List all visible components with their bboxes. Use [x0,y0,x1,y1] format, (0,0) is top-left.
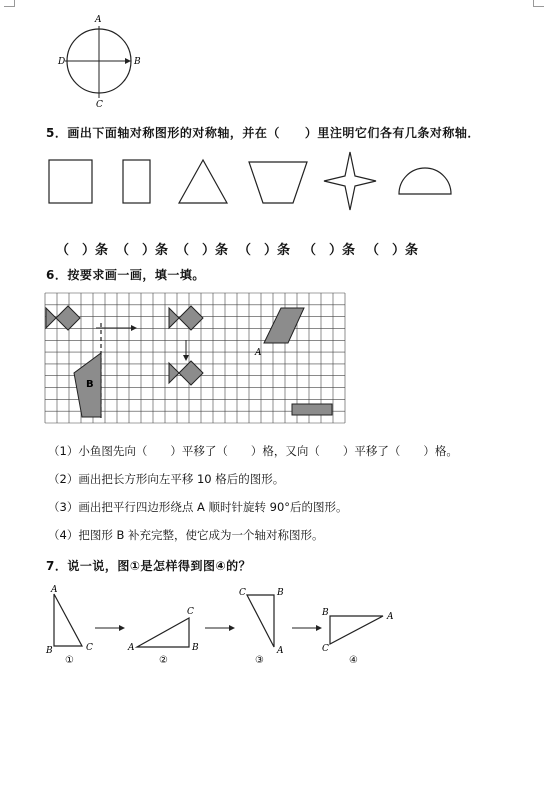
triangle-1 [54,594,82,646]
count-star: （ ）条 [303,243,356,258]
svg-text:C: C [187,607,194,617]
count-square: （ ）条 [56,243,109,258]
svg-text:C: C [322,644,329,654]
triangle-4 [330,616,383,644]
page-corner-mark-right [533,0,544,7]
page-corner-mark-left [4,0,15,7]
triangle-2 [137,618,189,647]
q7-title: 7．说一说，图①是怎样得到图④的？ [46,559,252,573]
circle-label-a: A [95,15,102,25]
svg-text:B: B [277,588,284,598]
fish-body [56,306,80,330]
q6-item-4: （4）把图形 B 补充完整，使它成为一个轴对称图形。 [48,528,324,542]
svg-text:A: A [387,612,394,622]
shape-semicircle [399,168,451,194]
circle-label-b: B [134,57,141,67]
count-triangle: （ ）条 [176,243,229,258]
q5-count-row [0,239,553,259]
shape-rectangle [123,160,150,203]
parallelogram-vertex-a: A [255,348,262,358]
fish-body-3 [179,361,203,385]
fish-body-2 [179,306,203,330]
shape-trapezoid [249,162,307,203]
triangle-3 [247,595,274,647]
count-trapezoid: （ ）条 [238,243,291,258]
svg-text:A: A [128,643,135,653]
svg-text:C: C [86,643,93,653]
circle-label-c: C [96,100,103,110]
fish-tail-3 [169,363,179,383]
svg-text:C: C [239,588,246,598]
svg-text:②: ② [159,655,168,666]
q5-shapes [40,150,470,210]
shape-b-label: B [86,379,94,390]
count-rectangle: （ ）条 [116,243,169,258]
fish-tail-2 [169,308,179,328]
grid-rectangle [292,404,332,415]
fish-tail [46,308,56,328]
svg-text:③: ③ [255,655,264,666]
svg-text:①: ① [65,655,74,666]
svg-text:A: A [51,585,58,595]
q6-item-1: （1）小鱼图先向（ ）平移了（ ）格，又向（ ）平移了（ ）格。 [48,444,458,458]
q6-item-3: （3）画出把平行四边形绕点 A 顺时针旋转 90°后的图形。 [48,500,348,514]
q6-title: 6．按要求画一画，填一填。 [46,268,205,282]
circle-figure [55,12,145,112]
q7-figures [40,583,410,668]
q6-item-2: （2）画出把长方形向左平移 10 格后的图形。 [48,472,285,486]
parallelogram [264,308,304,343]
shape-triangle [179,160,227,203]
shape-square [49,160,92,203]
circle-label-d: D [58,57,66,67]
q5-title: 5．画出下面轴对称图形的对称轴，并在（ ）里注明它们各有几条对称轴． [46,126,480,140]
svg-text:④: ④ [349,655,358,666]
svg-text:B: B [322,608,329,618]
svg-text:B: B [192,643,199,653]
count-semicircle: （ ）条 [366,243,419,258]
svg-text:B: B [46,646,53,656]
svg-text:A: A [277,646,284,656]
shape-four-point-star [324,152,376,210]
q6-grid-figure [45,293,346,424]
